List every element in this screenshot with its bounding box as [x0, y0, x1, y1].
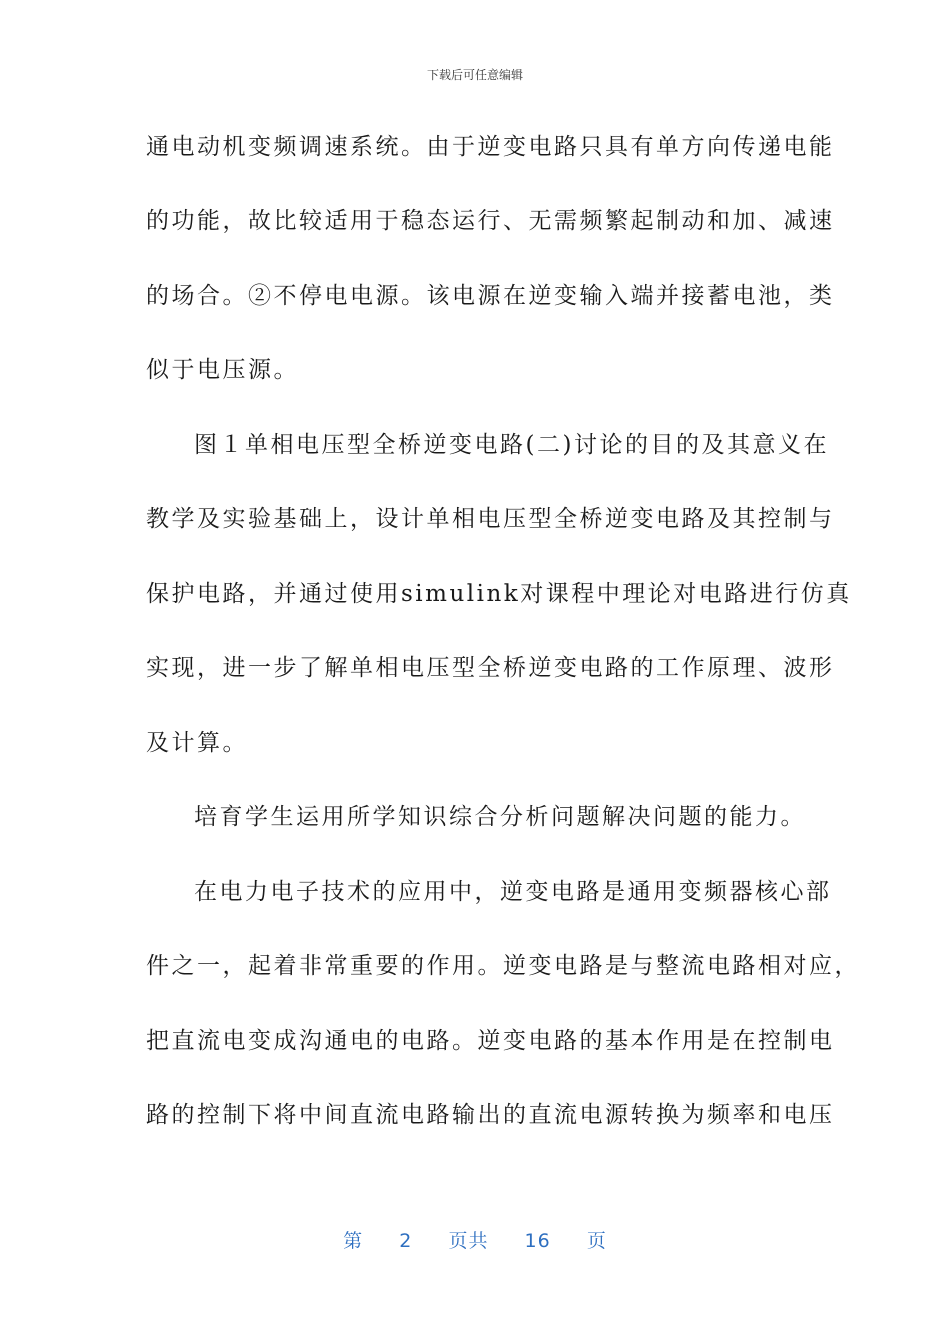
paragraph-line: 及计算。 — [146, 730, 248, 756]
paragraph-line: 教学及实验基础上，设计单相电压型全桥逆变电路及其控制与 — [146, 506, 835, 532]
paragraph-line: 路的控制下将中间直流电路输出的直流电源转换为频率和电压 — [146, 1102, 835, 1128]
total-pages: 16 — [524, 1230, 551, 1252]
page-label-suffix: 页 — [586, 1230, 607, 1252]
paragraph-line: 在电力电子技术的应用中，逆变电路是通用变频器核心部 — [194, 879, 832, 905]
paragraph-line: 似于电压源。 — [146, 357, 299, 383]
paragraph-line: 件之一，起着非常重要的作用。逆变电路是与整流电路相对应， — [146, 953, 860, 979]
paragraph-line: 图１单相电压型全桥逆变电路(二)讨论的目的及其意义在 — [194, 432, 829, 458]
paragraph-line: 通电动机变频调速系统。由于逆变电路只具有单方向传递电能 — [146, 134, 835, 160]
paragraph-line: 保护电路，并通过使用simulink对课程中理论对电路进行仿真 — [146, 581, 852, 607]
page-footer — [0, 1226, 950, 1253]
paragraph-line: 实现，进一步了解单相电压型全桥逆变电路的工作原理、波形 — [146, 655, 835, 681]
page-label-prefix: 第 — [343, 1230, 364, 1252]
paragraph-line: 的功能，故比较适用于稳态运行、无需频繁起制动和加、减速 — [146, 208, 835, 234]
page-label-mid: 页共 — [448, 1230, 489, 1252]
paragraph-line: 培育学生运用所学知识综合分析问题解决问题的能力。 — [194, 804, 806, 830]
paragraph-line: 把直流电变成沟通电的电路。逆变电路的基本作用是在控制电 — [146, 1028, 835, 1054]
page-number: 2 — [399, 1230, 413, 1252]
header-note: 下载后可任意编辑 — [426, 68, 523, 82]
paragraph-line: 的场合。②不停电电源。该电源在逆变输入端并接蓄电池，类 — [146, 283, 835, 309]
